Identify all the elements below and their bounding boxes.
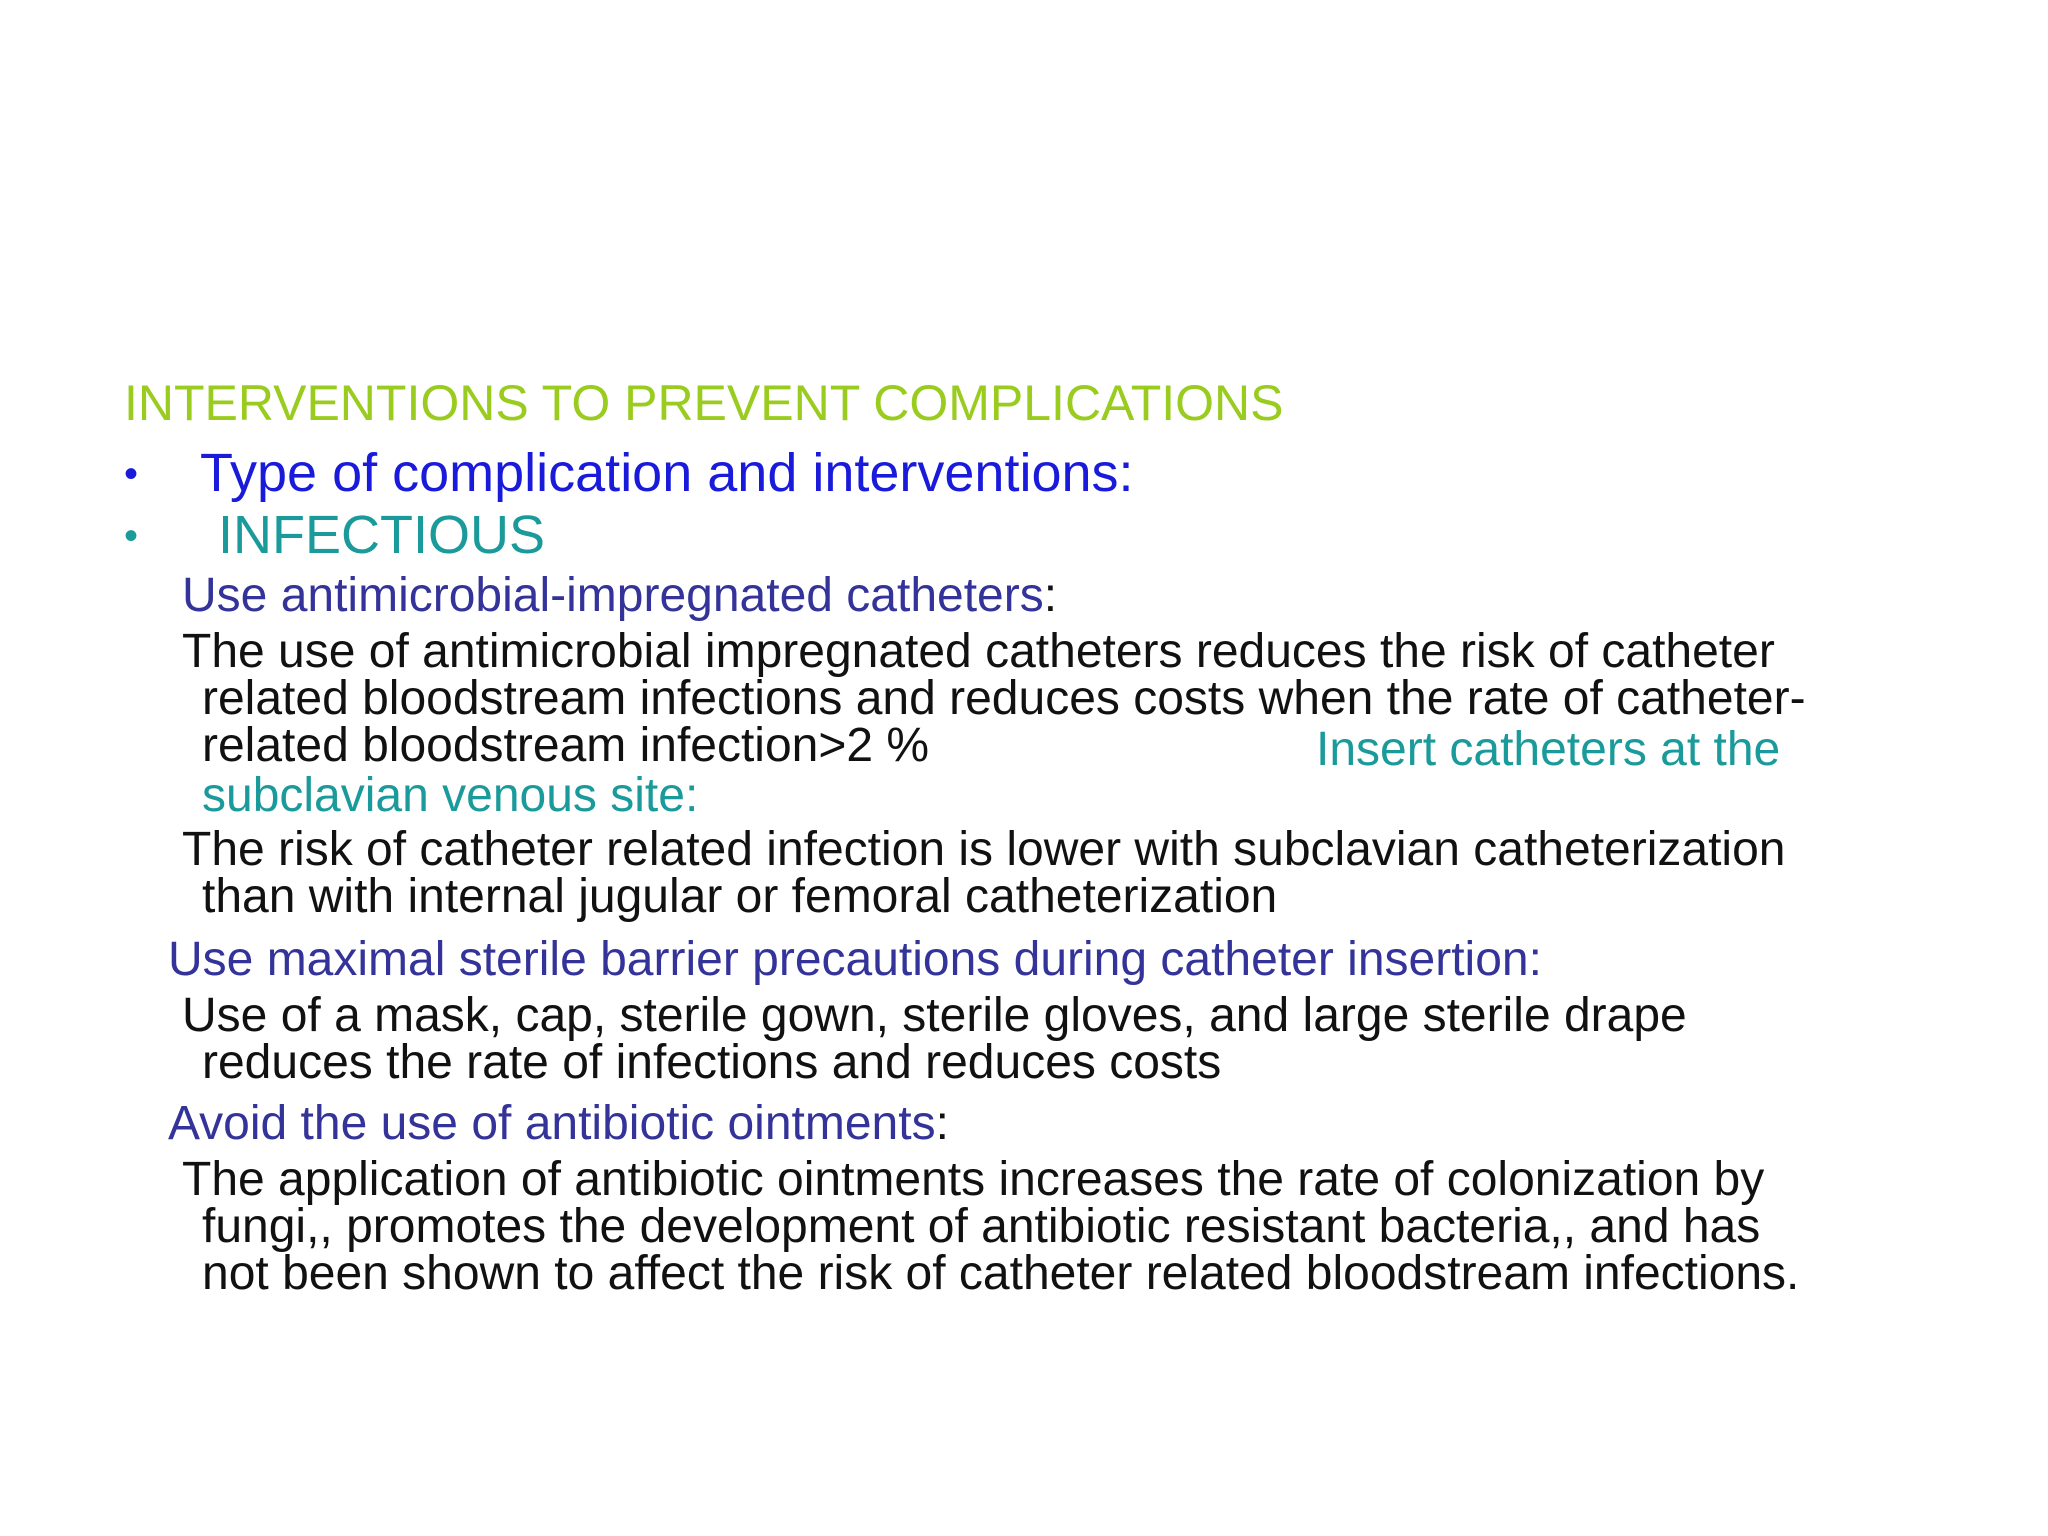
subheading-antimicrobial: [182, 568, 1057, 623]
bullet-marker: •: [124, 452, 139, 496]
bullet-marker: •: [124, 514, 139, 558]
paragraph-ointments: [182, 1153, 1800, 1300]
slide-heading: INTERVENTIONS TO PREVENT COMPLICATIONS: [124, 375, 1284, 431]
paragraph-line: related bloodstream infections and reduces costs when the rate of catheter-: [202, 672, 1806, 725]
subheading-subclavian-line2: subclavian venous site:: [202, 769, 699, 822]
subheading-colon: :: [935, 1097, 949, 1150]
paragraph-line: The use of antimicrobial impregnated catheters reduces the risk of catheter: [182, 625, 1775, 678]
paragraph-line: than with internal jugular or femoral catheterization: [202, 870, 1278, 923]
paragraph-line: The risk of catheter related infection is lower with subclavian catheterization: [182, 823, 1786, 876]
paragraph-line: reduces the rate of infections and reduces costs: [202, 1036, 1222, 1089]
subheading-sterile-barrier: Use maximal sterile barrier precautions during catheter insertion:: [168, 933, 1542, 986]
subheading-text: Avoid the use of antibiotic ointments: [168, 1097, 936, 1150]
paragraph-line: The application of antibiotic ointments increases the rate of colonization by: [182, 1153, 1765, 1206]
subheading-colon: :: [1043, 569, 1058, 622]
paragraph-line: Use of a mask, cap, sterile gown, sterile gloves, and large sterile drape: [182, 989, 1687, 1042]
paragraph-sterile-barrier: [182, 989, 1687, 1089]
paragraph-line: fungi,, promotes the development of antibiotic resistant bacteria,, and has: [202, 1200, 1761, 1253]
paragraph-subclavian: [182, 823, 1786, 923]
paragraph-line: related bloodstream infection>2 %: [202, 719, 930, 772]
paragraph-line: not been shown to affect the risk of catheter related bloodstream infections.: [202, 1247, 1800, 1300]
bullet-text: Type of complication and interventions:: [200, 443, 1134, 503]
subheading-subclavian-line1: Insert catheters at the: [1316, 723, 1781, 776]
bullet-text: INFECTIOUS: [218, 505, 546, 565]
subheading-text: Use antimicrobial-impregnated catheters: [182, 569, 1044, 622]
subheading-ointments: [168, 1096, 949, 1151]
